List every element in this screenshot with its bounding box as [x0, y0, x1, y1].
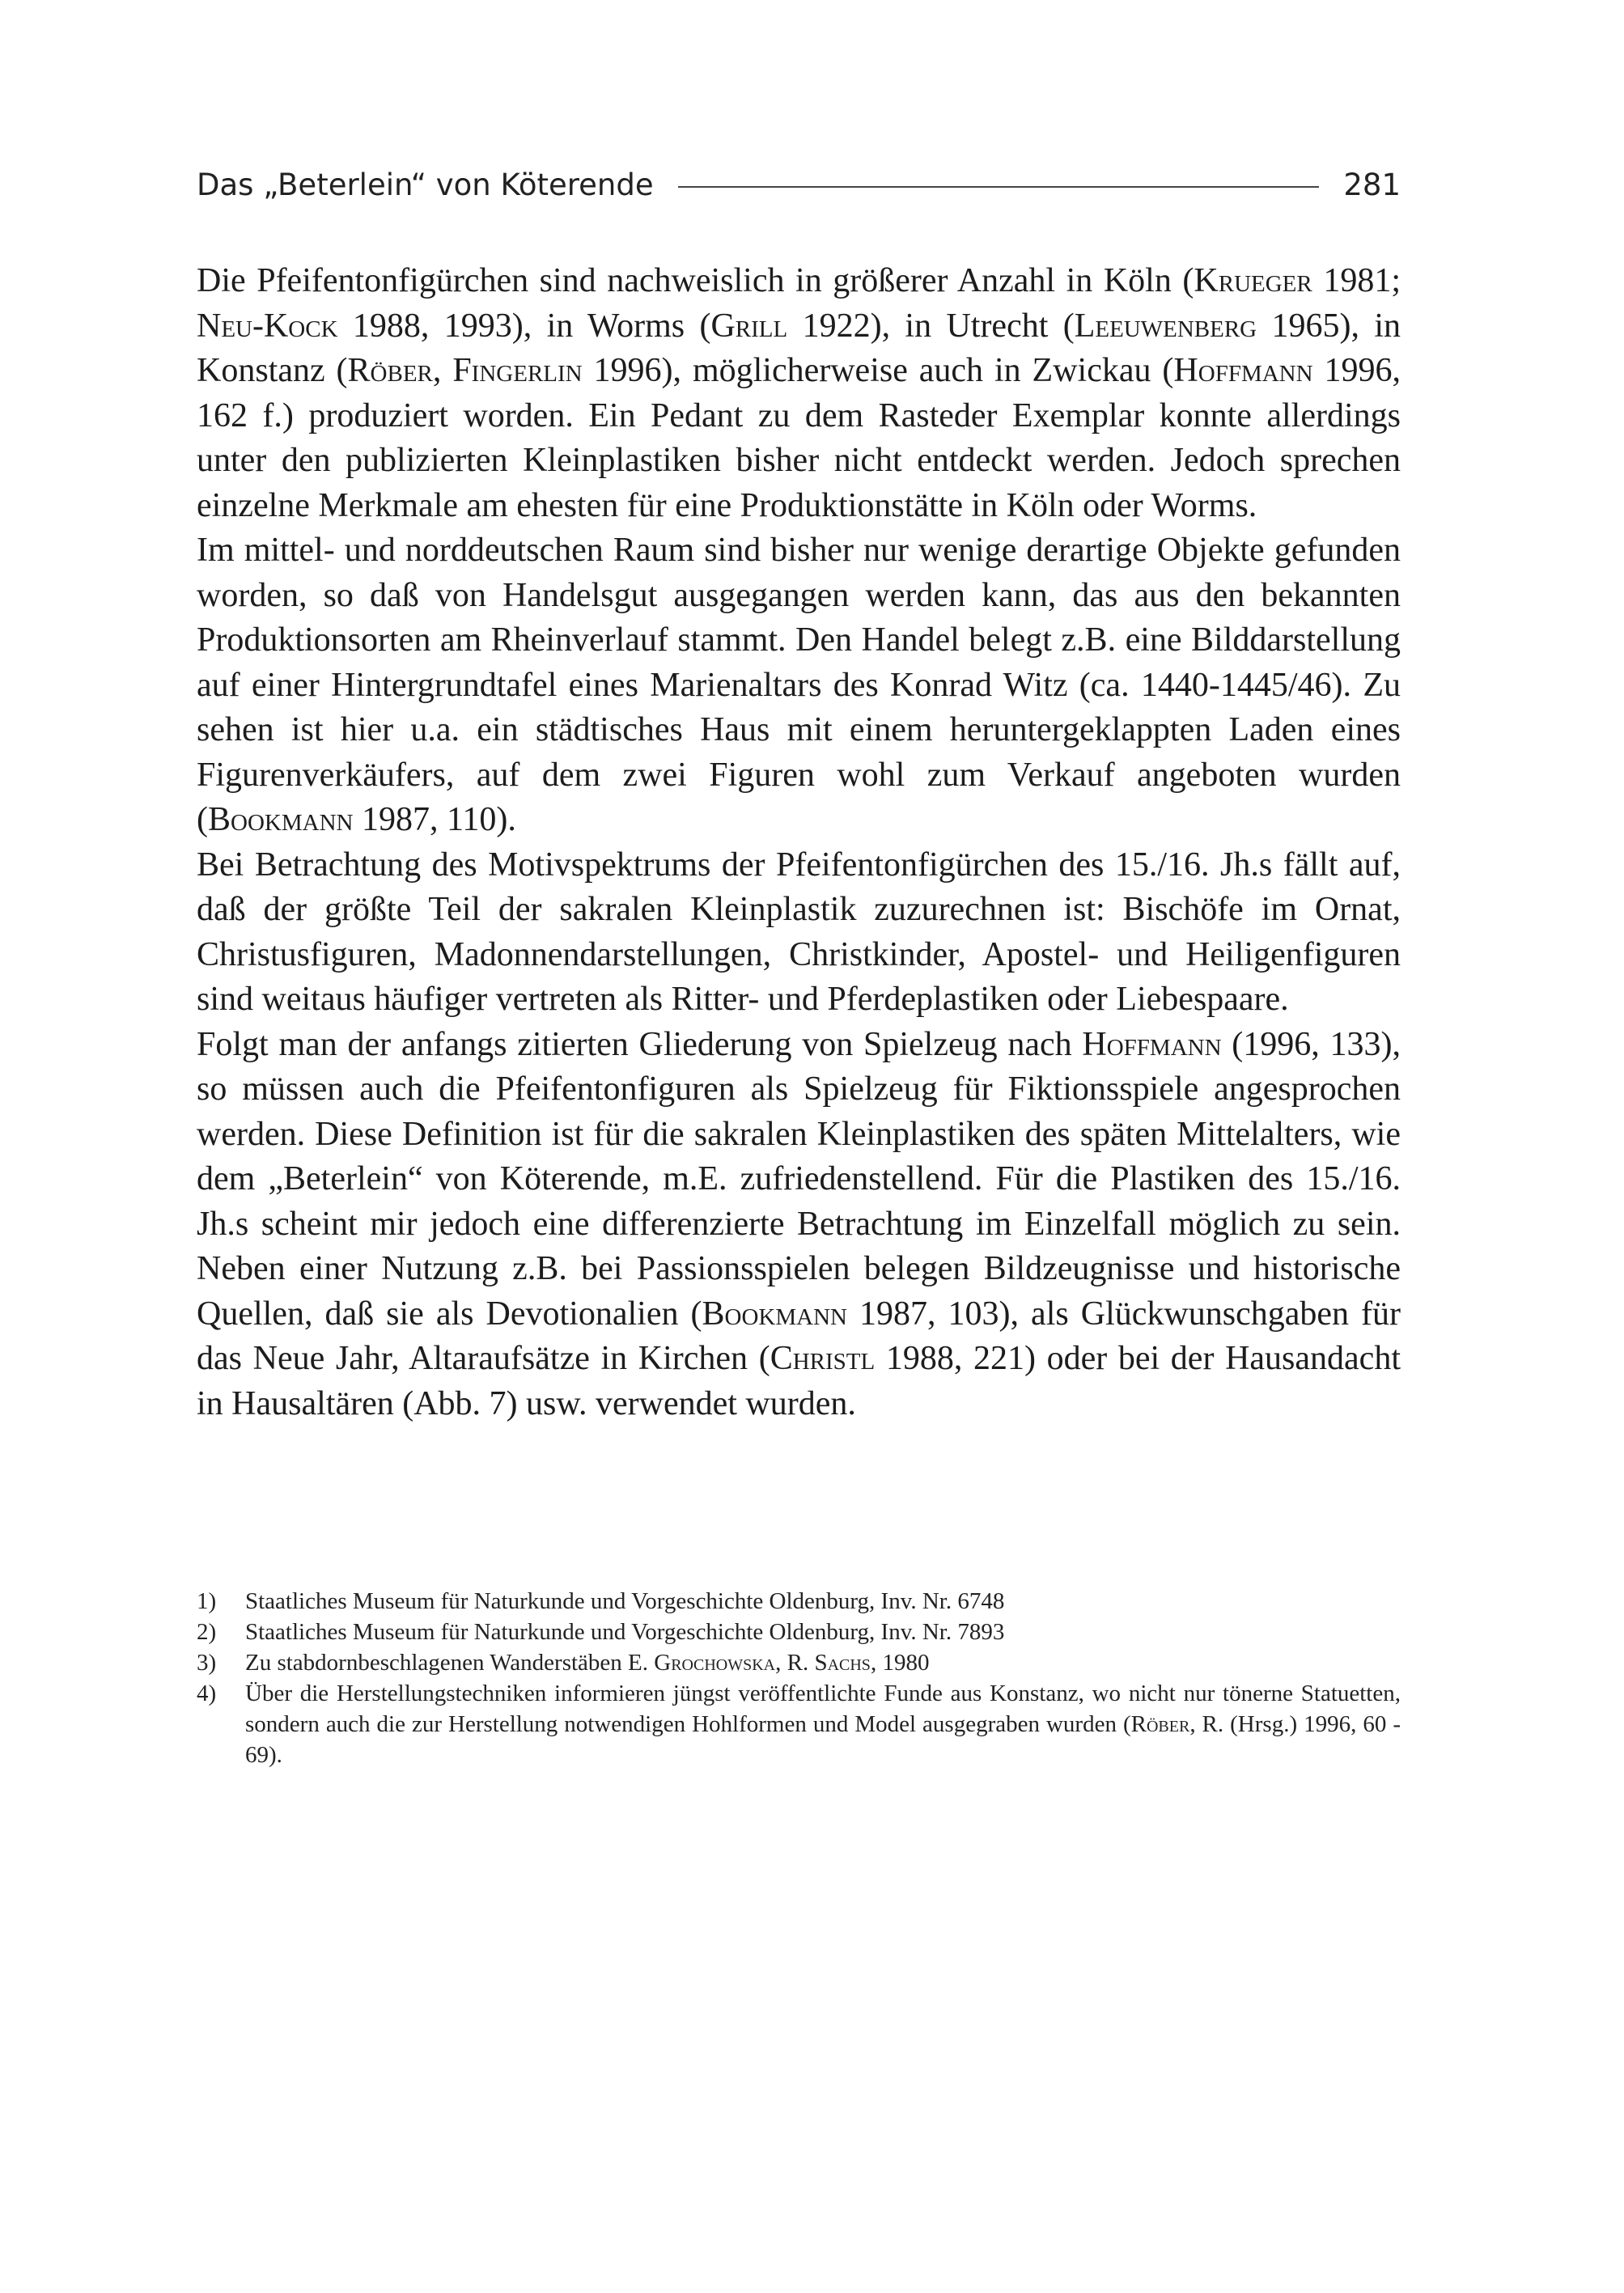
author-name: Grochowska — [654, 1650, 776, 1676]
page-number: 281 — [1343, 167, 1401, 202]
author-name: Röber — [1130, 1711, 1190, 1737]
author-name: Neu-Kock — [197, 307, 338, 345]
footnote — [197, 1678, 1401, 1770]
author-name: Christl — [770, 1340, 876, 1377]
paragraph: Bei Betrachtung des Motivspektrums der Pfeifentonfigürchen des 15./16. Jh.s fällt auf, daß der größte Teil der sakralen Kleinplastik zuzurechnen ist: Bischöfe im Ornat, Christusfiguren, Madonnendarstellungen, Christkinder, Apostel- und Heiligenfiguren sind weitaus häufiger vertreten als Ritter- und Pferdeplastiken oder Liebespaare. — [197, 846, 1401, 1018]
author-name: Hoffmann — [1082, 1025, 1222, 1063]
footnote-number: 1) — [197, 1588, 217, 1614]
header-rule — [678, 186, 1320, 188]
author-name: Bookmann — [208, 801, 354, 838]
running-head — [197, 162, 1401, 207]
author-name: Röber — [347, 352, 433, 389]
footnote-number: 3) — [197, 1650, 217, 1676]
footnote — [197, 1586, 1401, 1617]
main-text — [197, 259, 1401, 1426]
author-name: Bookmann — [702, 1295, 847, 1333]
author-name: Fingerlin — [452, 352, 583, 389]
footnote-text: Zu stabdornbeschlagenen Wanderstäben E. Grochowska, R. Sachs, 1980 — [245, 1650, 930, 1676]
author-name: Leeuwenberg — [1074, 307, 1257, 345]
paragraph: Im mittel- und norddeutschen Raum sind bisher nur wenige derartige Objekte gefunden worden, so daß von Handelsgut ausgegangen werden kann, das aus den bekannten Produktionsorten am Rheinverlauf stammt. Den Handel belegt z.B. eine Bilddarstellung auf einer Hintergrundtafel eines Marienaltars des Konrad Witz (ca. 1440-1445/46). Zu sehen ist hier u.a. ein städtisches Haus mit einem heruntergeklappten Laden eines Figurenverkäufers, auf dem zwei Figuren wohl zum Verkauf angeboten wurden (Bookmann 1987, 110). — [197, 532, 1401, 838]
author-name: Krueger — [1194, 262, 1312, 299]
footnotes — [197, 1586, 1401, 1770]
running-head-title: Das „Beterlein“ von Köterende — [197, 167, 654, 202]
footnote-number: 2) — [197, 1619, 217, 1645]
footnote-text: Staatliches Museum für Naturkunde und Vorgeschichte Oldenburg, Inv. Nr. 7893 — [245, 1619, 1005, 1645]
footnote — [197, 1617, 1401, 1647]
author-name: Grill — [710, 307, 788, 345]
footnote — [197, 1647, 1401, 1678]
footnote-number: 4) — [197, 1681, 217, 1706]
author-name: Hoffmann — [1173, 352, 1313, 389]
paragraph: Die Pfeifentonfigürchen sind nachweislich in größerer Anzahl in Köln (Krueger 1981; Neu-Kock 1988, 1993), in Worms (Grill 1922), in Utrecht (Leeuwenberg 1965), in Konstanz (Röber, Fingerlin 1996), möglicherweise auch in Zwickau (Hoffmann 1996, 162 f.) produziert worden. Ein Pedant zu dem Rasteder Exemplar konnte allerdings unter den publizierten Kleinplastiken bisher nicht entdeckt werden. Jedoch sprechen einzelne Merkmale am ehesten für eine Produktionstätte in Köln oder Worms. — [197, 262, 1401, 524]
author-name: Sachs — [814, 1650, 871, 1676]
footnote-text: Staatliches Museum für Naturkunde und Vorgeschichte Oldenburg, Inv. Nr. 6748 — [245, 1588, 1005, 1614]
footnote-text: Über die Herstellungstechniken informieren jüngst veröffentlichte Funde aus Konstanz, wo nicht nur tönerne Statuetten, sondern auch die zur Herstellung notwendigen Hohlformen und Model ausgegraben wurden (Röber, R. (Hrsg.) 1996, 60 - 69). — [245, 1681, 1401, 1768]
paragraph: Folgt man der anfangs zitierten Gliederung von Spielzeug nach Hoffmann (1996, 133), so müssen auch die Pfeifentonfiguren als Spielzeug für Fiktionsspiele angesprochen werden. Diese Definition ist für die sakralen Kleinplastiken des späten Mittelalters, wie dem „Beterlein“ von Köterende, m.E. zufriedenstellend. Für die Plastiken des 15./16. Jh.s scheint mir jedoch eine differenzierte Betrachtung im Einzelfall möglich zu sein. Neben einer Nutzung z.B. bei Passionsspielen belegen Bildzeugnisse und historische Quellen, daß sie als Devotionalien (Bookmann 1987, 103), als Glückwunschgaben für das Neue Jahr, Altaraufsätze in Kirchen (Christl 1988, 221) oder bei der Hausandacht in Hausaltären (Abb. 7) usw. verwendet wurden. — [197, 1025, 1401, 1422]
